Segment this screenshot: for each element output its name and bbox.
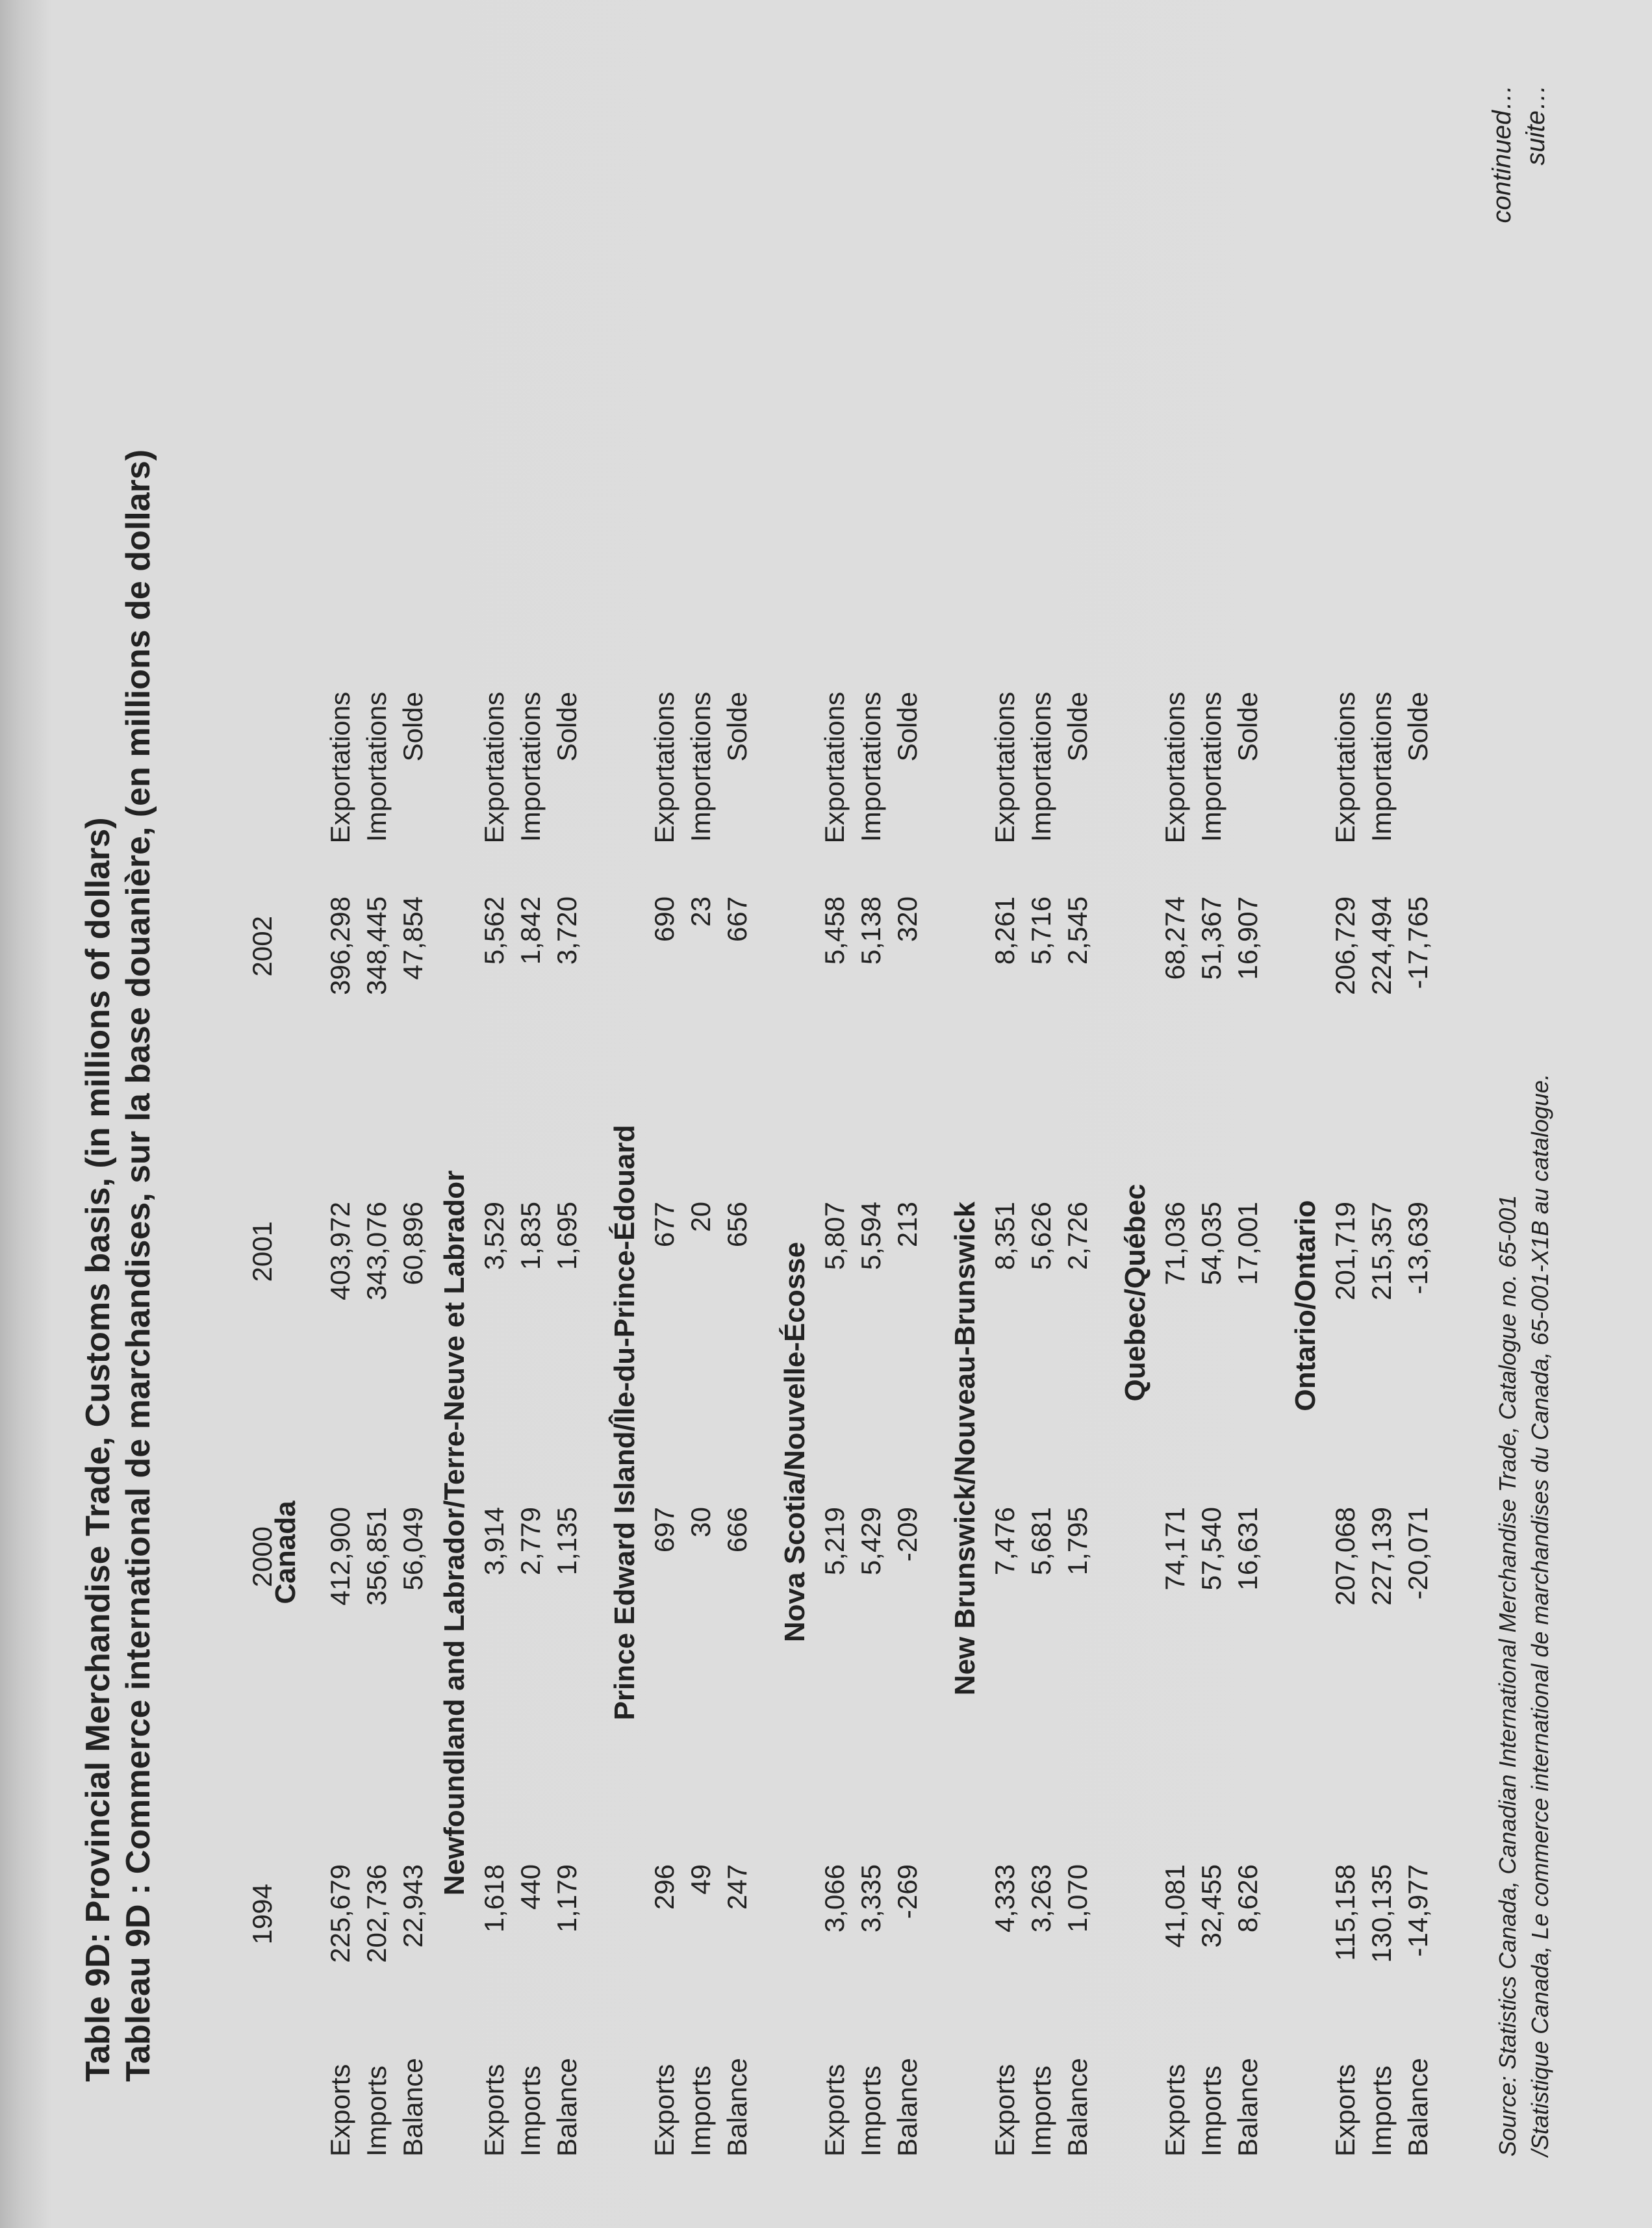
table-cell: 49 — [685, 1864, 716, 1895]
table-cell: 1,618 — [479, 1864, 509, 1933]
row-label: Exports — [989, 2064, 1020, 2157]
table-cell: 23 — [685, 896, 716, 927]
table-cell: 2,779 — [515, 1507, 546, 1576]
table-cell: 57,540 — [1196, 1507, 1226, 1591]
table-cell: 440 — [515, 1864, 546, 1910]
title-block — [78, 449, 159, 2082]
row-label-fr: Solde — [1232, 692, 1263, 762]
row-label-fr: Importations — [856, 692, 886, 842]
table-cell: 3,263 — [1026, 1864, 1056, 1933]
table-cell: 5,681 — [1026, 1507, 1056, 1576]
row-label-fr: Exportations — [325, 692, 355, 844]
source-note-fr: /Statistique Canada, Le commerce international de marchandises du Canada, 65-001-X1B au catalogue. — [1527, 1073, 1553, 2157]
row-label-fr: Solde — [1062, 692, 1093, 762]
table-cell: 5,138 — [856, 896, 886, 965]
table-title-en: Table 9D: Provincial Merchandise Trade, Customs basis, (in millions of dollars) — [79, 817, 117, 2082]
year-header: 2000 — [247, 1526, 277, 1588]
table-cell: 1,695 — [552, 1202, 582, 1271]
row-label: Balance — [1062, 2058, 1093, 2157]
table-cell: 8,261 — [989, 896, 1020, 965]
table-cell: 224,494 — [1366, 896, 1397, 995]
row-label-fr: Exportations — [1330, 692, 1360, 844]
table-cell: 130,135 — [1366, 1864, 1397, 1963]
table-cell: 41,081 — [1160, 1864, 1190, 1948]
row-label: Imports — [856, 2065, 886, 2157]
table-cell: 3,914 — [479, 1507, 509, 1576]
source-note-en: Source: Statistics Canada, Canadian International Merchandise Trade, Catalogue no. 65-001 — [1494, 1195, 1521, 2157]
row-label: Balance — [398, 2058, 428, 2157]
row-label-fr: Exportations — [649, 692, 680, 844]
table-cell: 1,179 — [552, 1864, 582, 1933]
table-cell: 697 — [649, 1507, 680, 1553]
table-cell: 51,367 — [1196, 896, 1226, 980]
table-cell: -20,071 — [1403, 1507, 1433, 1600]
row-label: Imports — [1196, 2065, 1226, 2157]
row-label: Imports — [361, 2065, 392, 2157]
table-cell: 677 — [649, 1202, 680, 1248]
table-cell: 348,445 — [361, 896, 392, 995]
table-cell: 1,135 — [552, 1507, 582, 1576]
year-header: 2001 — [247, 1221, 277, 1282]
table-cell: 320 — [892, 896, 922, 943]
table-title-fr: Tableau 9D : Commerce international de marchandises, sur la base douanière, (en millions de dollars) — [120, 449, 157, 2082]
row-label: Exports — [479, 2064, 509, 2157]
row-label: Balance — [552, 2058, 582, 2157]
table-cell: 1,835 — [515, 1202, 546, 1271]
table-cell: 666 — [722, 1507, 752, 1553]
table-cell: 215,357 — [1366, 1202, 1397, 1300]
row-label-fr: Solde — [398, 692, 428, 762]
table-cell: 343,076 — [361, 1202, 392, 1300]
section-heading: New Brunswick/Nouveau-Brunswick — [949, 1201, 981, 1696]
table-cell: -209 — [892, 1507, 922, 1562]
row-label-fr: Importations — [361, 692, 392, 842]
section-heading: Nova Scotia/Nouvelle-Écosse — [779, 1241, 811, 1643]
row-label: Imports — [1026, 2065, 1056, 2157]
row-label-fr: Importations — [1026, 692, 1056, 842]
table-cell: 68,274 — [1160, 896, 1190, 980]
table-cell: 30 — [685, 1507, 716, 1538]
table-cell: 2,726 — [1062, 1202, 1093, 1271]
table-cell: 71,036 — [1160, 1202, 1190, 1285]
table-cell: 356,851 — [361, 1507, 392, 1606]
section-heading: Ontario/Ontario — [1290, 1200, 1321, 1411]
table-cell: 5,626 — [1026, 1202, 1056, 1271]
table-cell: 56,049 — [398, 1507, 428, 1591]
table-cell: 5,562 — [479, 896, 509, 965]
table-cell: 403,972 — [325, 1202, 355, 1300]
table-cell: 8,626 — [1232, 1864, 1263, 1933]
row-label: Balance — [892, 2058, 922, 2157]
table-cell: 8,351 — [989, 1202, 1020, 1271]
year-header: 1994 — [247, 1884, 277, 1945]
row-label-fr: Solde — [892, 692, 922, 762]
table-cell: 3,529 — [479, 1202, 509, 1271]
table-cell: 16,907 — [1232, 896, 1263, 980]
table-cell: 47,854 — [398, 896, 428, 980]
row-label: Exports — [1160, 2064, 1190, 2157]
row-label: Imports — [1366, 2065, 1397, 2157]
row-label-fr: Solde — [1403, 692, 1433, 762]
continued-note-en: continued… — [1488, 84, 1516, 223]
table-cell: 296 — [649, 1864, 680, 1910]
table-cell: -269 — [892, 1864, 922, 1919]
section-heading: Canada — [270, 1500, 301, 1604]
table-cell: 60,896 — [398, 1202, 428, 1285]
table-cell: 5,716 — [1026, 896, 1056, 965]
table-cell: 202,736 — [361, 1864, 392, 1963]
row-label: Balance — [1232, 2058, 1263, 2157]
table-cell: -17,765 — [1403, 896, 1433, 989]
table-cell: 22,943 — [398, 1864, 428, 1948]
row-label-fr: Importations — [1366, 692, 1397, 842]
table-cell: 227,139 — [1366, 1507, 1397, 1606]
table-cell: 32,455 — [1196, 1864, 1226, 1948]
table-cell: 1,070 — [1062, 1864, 1093, 1933]
row-label: Imports — [515, 2065, 546, 2157]
table-cell: -13,639 — [1403, 1202, 1433, 1295]
table-cell: 54,035 — [1196, 1202, 1226, 1285]
table-cell: 201,719 — [1330, 1202, 1360, 1300]
year-header: 2002 — [247, 916, 277, 977]
table-cell: 247 — [722, 1864, 752, 1910]
row-label: Balance — [1403, 2058, 1433, 2157]
continued-note-fr: suite… — [1521, 84, 1550, 166]
table-cell: 206,729 — [1330, 896, 1360, 995]
section-heading: Quebec/Québec — [1119, 1184, 1151, 1402]
row-label-fr: Importations — [685, 692, 716, 842]
row-label: Exports — [325, 2064, 355, 2157]
table-cell: 2,545 — [1062, 896, 1093, 965]
row-label-fr: Exportations — [1160, 692, 1190, 844]
table-cell: 5,219 — [819, 1507, 850, 1576]
table-cell: 396,298 — [325, 896, 355, 995]
row-label-fr: Exportations — [479, 692, 509, 844]
table-cell: 667 — [722, 896, 752, 943]
section-heading: Newfoundland and Labrador/Terre-Neuve et Labrador — [438, 1170, 470, 1896]
table-cell: 412,900 — [325, 1507, 355, 1606]
section-heading: Prince Edward Island/Île-du-Prince-Édouard — [609, 1124, 641, 1721]
table-cell: 1,842 — [515, 896, 546, 965]
row-label-fr: Exportations — [819, 692, 850, 844]
table-cell: 213 — [892, 1202, 922, 1248]
table-cell: 3,335 — [856, 1864, 886, 1933]
table-cell: 5,429 — [856, 1507, 886, 1576]
table-cell: 115,158 — [1330, 1864, 1360, 1961]
table-cell: 690 — [649, 896, 680, 943]
row-label-fr: Solde — [552, 692, 582, 762]
row-label: Exports — [1330, 2064, 1360, 2157]
table-cell: 656 — [722, 1202, 752, 1248]
row-label-fr: Importations — [515, 692, 546, 842]
table-cell: 5,807 — [819, 1202, 850, 1271]
table-cell: 20 — [685, 1202, 716, 1232]
table-cell: 74,171 — [1160, 1507, 1190, 1591]
row-label: Exports — [819, 2064, 850, 2157]
row-label-fr: Exportations — [989, 692, 1020, 844]
table-cell: -14,977 — [1403, 1864, 1433, 1957]
table-cell: 4,333 — [989, 1864, 1020, 1933]
row-label: Balance — [722, 2058, 752, 2157]
row-label-fr: Solde — [722, 692, 752, 762]
table-cell: 5,594 — [856, 1202, 886, 1271]
table-cell: 17,001 — [1232, 1202, 1263, 1285]
table-cell: 207,068 — [1330, 1507, 1360, 1606]
table-cell: 1,795 — [1062, 1507, 1093, 1576]
table-cell: 7,476 — [989, 1507, 1020, 1576]
row-label: Exports — [649, 2064, 680, 2157]
row-label: Imports — [685, 2065, 716, 2157]
table-cell: 225,679 — [325, 1864, 355, 1963]
table-cell: 3,066 — [819, 1864, 850, 1933]
row-label-fr: Importations — [1196, 692, 1226, 842]
table-cell: 5,458 — [819, 896, 850, 965]
table-cell: 3,720 — [552, 896, 582, 965]
table-cell: 16,631 — [1232, 1507, 1263, 1591]
